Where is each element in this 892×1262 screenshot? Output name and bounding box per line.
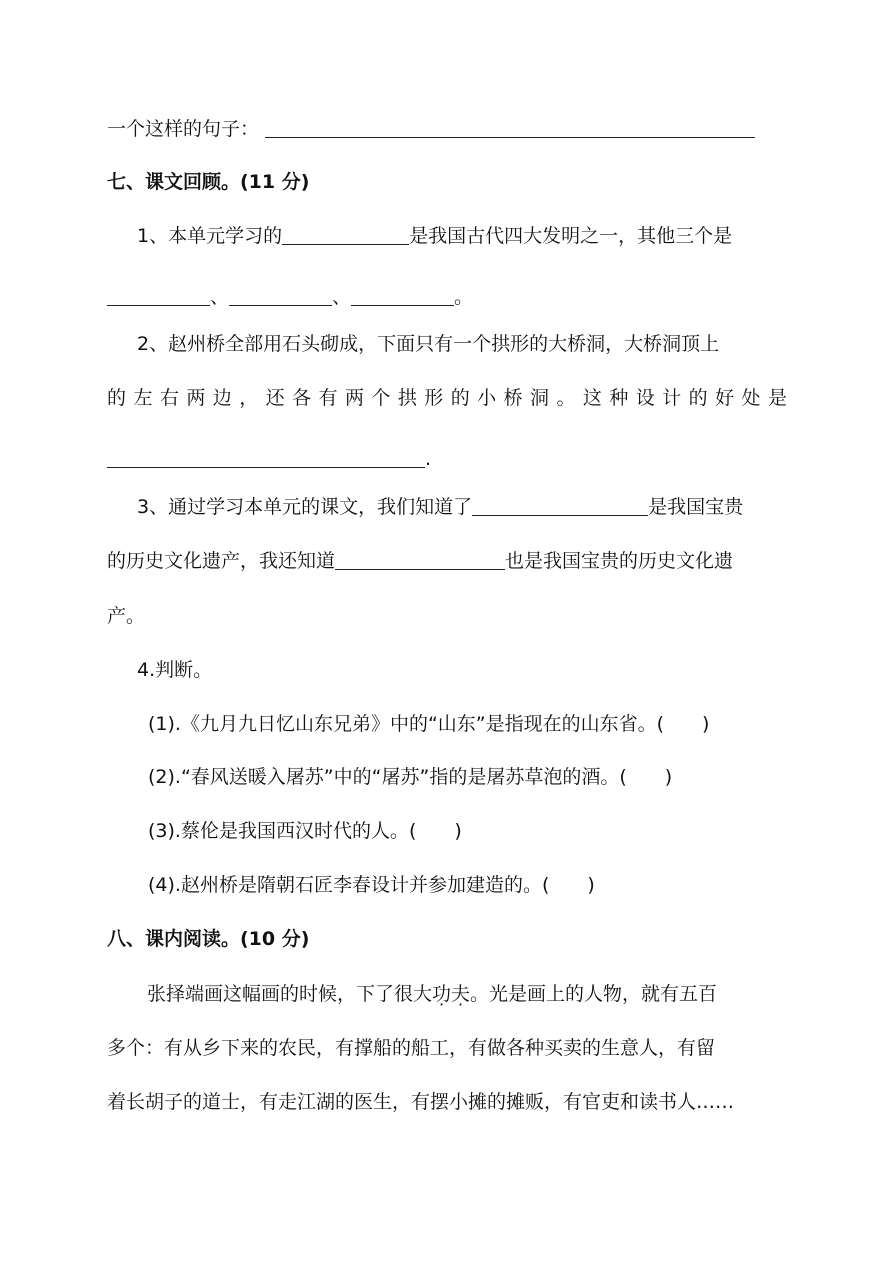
q2-char: 这 — [582, 387, 602, 409]
q2-char: 。 — [556, 387, 576, 409]
q2-answer-blank[interactable] — [107, 447, 425, 468]
q1-blank-other-2[interactable] — [229, 285, 332, 306]
q4-title: 4.判断。 — [137, 659, 213, 681]
q2-char: 种 — [609, 387, 629, 409]
passage-line-1 — [147, 980, 717, 1008]
section-8-title: 八、课内阅读。(10 分) — [107, 928, 310, 950]
q2-char: 是 — [767, 387, 787, 409]
q1-text-b: 是我国古代四大发明之一，其他三个是 — [409, 225, 733, 247]
passage-line-2: 多个：有从乡下来的农民，有撑船的船工，有做各种买卖的生意人，有留 — [107, 1037, 716, 1059]
q2-char: 右 — [159, 387, 179, 409]
q2-char: 两 — [344, 387, 364, 409]
q3-blank-heritage[interactable] — [472, 495, 648, 516]
q3-line2 — [107, 547, 733, 575]
q1-sep-2: 、 — [332, 286, 352, 308]
q3-text-b: 是我国宝贵 — [648, 496, 744, 518]
q2-char: ， — [239, 387, 259, 409]
q3-text-c: 的历史文化遗产，我还知道 — [107, 550, 336, 572]
sentence-prompt-line — [107, 115, 755, 143]
q2-char: 计 — [662, 387, 682, 409]
q1-line2 — [107, 283, 473, 311]
q3-blank-other-heritage[interactable] — [335, 549, 505, 570]
q2-char: 的 — [450, 387, 470, 409]
q2-char: 处 — [741, 387, 761, 409]
q2-char: 小 — [477, 387, 497, 409]
q3-text-d: 也是我国宝贵的历史文化遗 — [505, 550, 734, 572]
passage-text-a: 张择端画这幅画的时候，下了很大 — [147, 983, 433, 1005]
q2-char: 各 — [292, 387, 312, 409]
judgment-1: (1).《九月九日忆山东兄弟》中的“山东”是指现在的山东省。( ) — [148, 713, 710, 735]
q2-char: 洞 — [530, 387, 550, 409]
q3-line1 — [137, 493, 743, 521]
q2-char: 两 — [186, 387, 206, 409]
q1-blank-other-3[interactable] — [351, 285, 454, 306]
q1-blank-other-1[interactable] — [107, 285, 210, 306]
q1-sep-1: 、 — [210, 286, 230, 308]
passage-text-b: 。光是画上的人物，就有五百 — [470, 983, 718, 1005]
q3-line3: 产。 — [107, 605, 146, 627]
q1-end-mark: 。 — [454, 286, 474, 308]
q1-text-a: 1、本单元学习的 — [137, 225, 283, 247]
sentence-prompt-text: 一个这样的句子： — [107, 118, 260, 140]
q2-char: 的 — [688, 387, 708, 409]
section-7-title: 七、课文回顾。(11 分) — [107, 171, 310, 193]
q2-char: 好 — [715, 387, 735, 409]
q2-char: 左 — [133, 387, 153, 409]
q2-char: 拱 — [397, 387, 417, 409]
q2-char: 桥 — [503, 387, 523, 409]
q1-line1 — [137, 222, 732, 250]
q2-char: 的 — [107, 387, 127, 409]
judgment-4: (4).赵州桥是隋朝石匠李春设计并参加建造的。( ) — [148, 874, 595, 896]
q2-char: 个 — [371, 387, 391, 409]
q1-blank-invention[interactable] — [282, 224, 409, 245]
emphasis-char-2: 夫 — [451, 983, 471, 1005]
q2-char: 边 — [212, 387, 232, 409]
q2-line3 — [107, 445, 431, 473]
q2-line1: 2、赵州桥全部用石头砌成，下面只有一个拱形的大桥洞，大桥洞顶上 — [137, 333, 720, 355]
judgment-3: (3).蔡伦是我国西汉时代的人。( ) — [148, 820, 462, 842]
q2-line2 — [107, 384, 787, 412]
q2-char: 还 — [265, 387, 285, 409]
emphasis-char-1: 功 — [432, 983, 452, 1005]
q2-char: 设 — [635, 387, 655, 409]
sentence-answer-blank[interactable] — [265, 117, 755, 138]
judgment-2: (2).“春风送暖入屠苏”中的“屠苏”指的是屠苏草泡的酒。( ) — [148, 766, 673, 788]
passage-line-3: 着长胡子的道士，有走江湖的医生，有摆小摊的摊贩，有官吏和读书人…… — [107, 1091, 735, 1113]
q2-char: 形 — [424, 387, 444, 409]
q2-char: 有 — [318, 387, 338, 409]
q2-end-mark: . — [425, 448, 432, 470]
q3-text-a: 3、通过学习本单元的课文，我们知道了 — [137, 496, 473, 518]
